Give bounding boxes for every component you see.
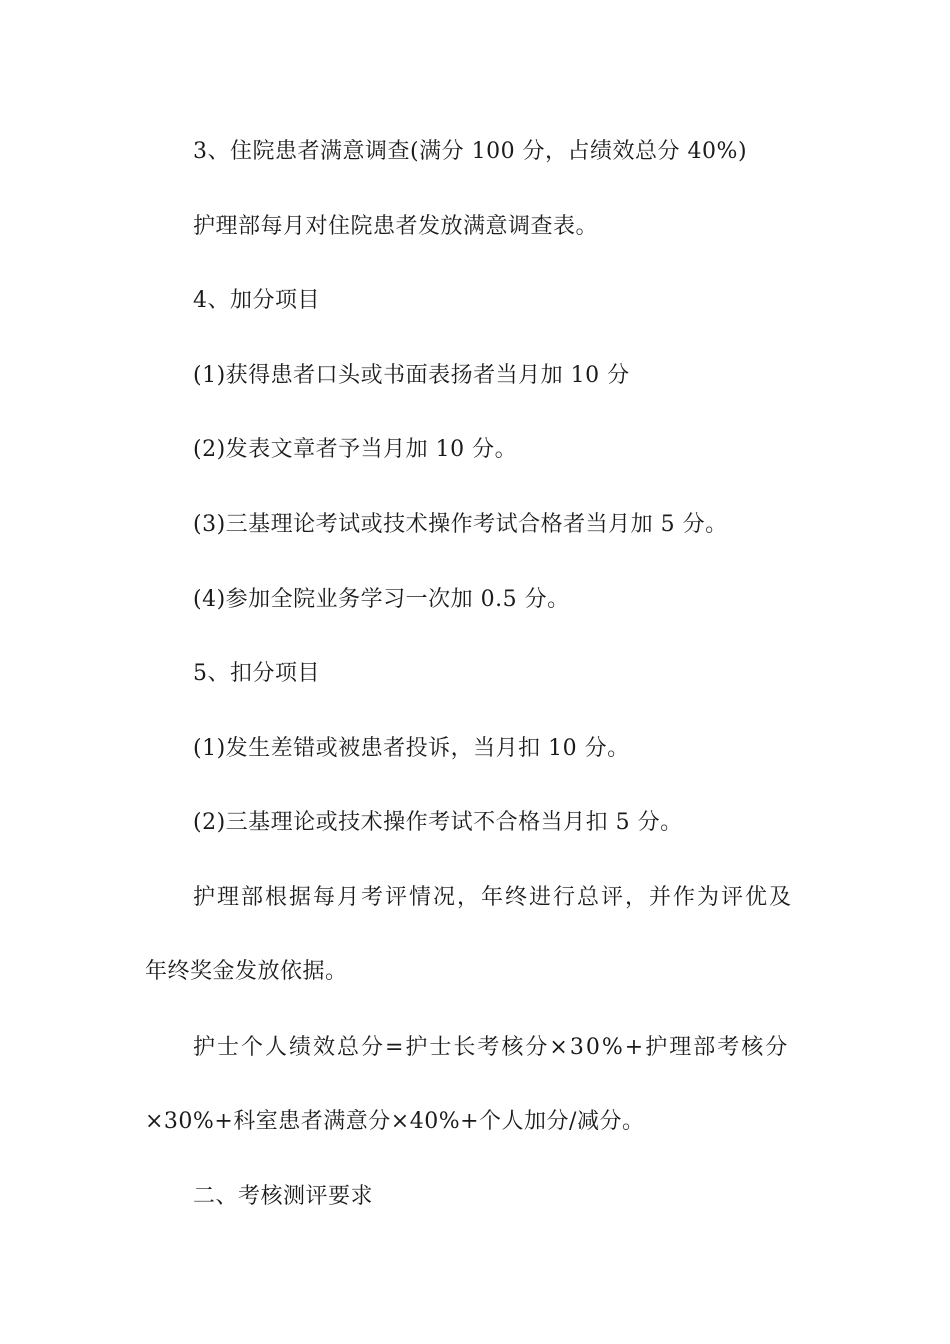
bonus-item-4: (4)参加全院业务学习一次加 0.5 分。 (193, 587, 570, 612)
paragraph-formula-line-2: ×30%+科室患者满意分×40%+个人加分/减分。 (145, 1109, 645, 1134)
paragraph-survey: 护理部每月对住院患者发放满意调查表。 (193, 214, 599, 239)
deduction-item-2: (2)三基理论或技术操作考试不合格当月扣 5 分。 (193, 810, 683, 835)
bonus-item-1: (1)获得患者口头或书面表扬者当月加 10 分 (193, 363, 630, 388)
bonus-item-2: (2)发表文章者予当月加 10 分。 (193, 437, 518, 462)
section-2-heading: 二、考核测评要求 (193, 1184, 374, 1209)
paragraph-formula-line-1: 护士个人绩效总分=护士长考核分×30%+护理部考核分 (193, 1035, 790, 1060)
bonus-item-3: (3)三基理论考试或技术操作考试合格者当月加 5 分。 (193, 512, 728, 537)
section-4-heading: 4、加分项目 (193, 288, 320, 313)
section-3-heading: 3、住院患者满意调查(满分 100 分，占绩效总分 40%) (193, 139, 748, 164)
deduction-item-1: (1)发生差错或被患者投诉，当月扣 10 分。 (193, 736, 630, 761)
paragraph-annual-review-line-2: 年终奖金发放依据。 (145, 959, 348, 984)
paragraph-annual-review-line-1: 护理部根据每月考评情况，年终进行总评，并作为评优及 (193, 885, 794, 910)
section-5-heading: 5、扣分项目 (193, 661, 320, 686)
